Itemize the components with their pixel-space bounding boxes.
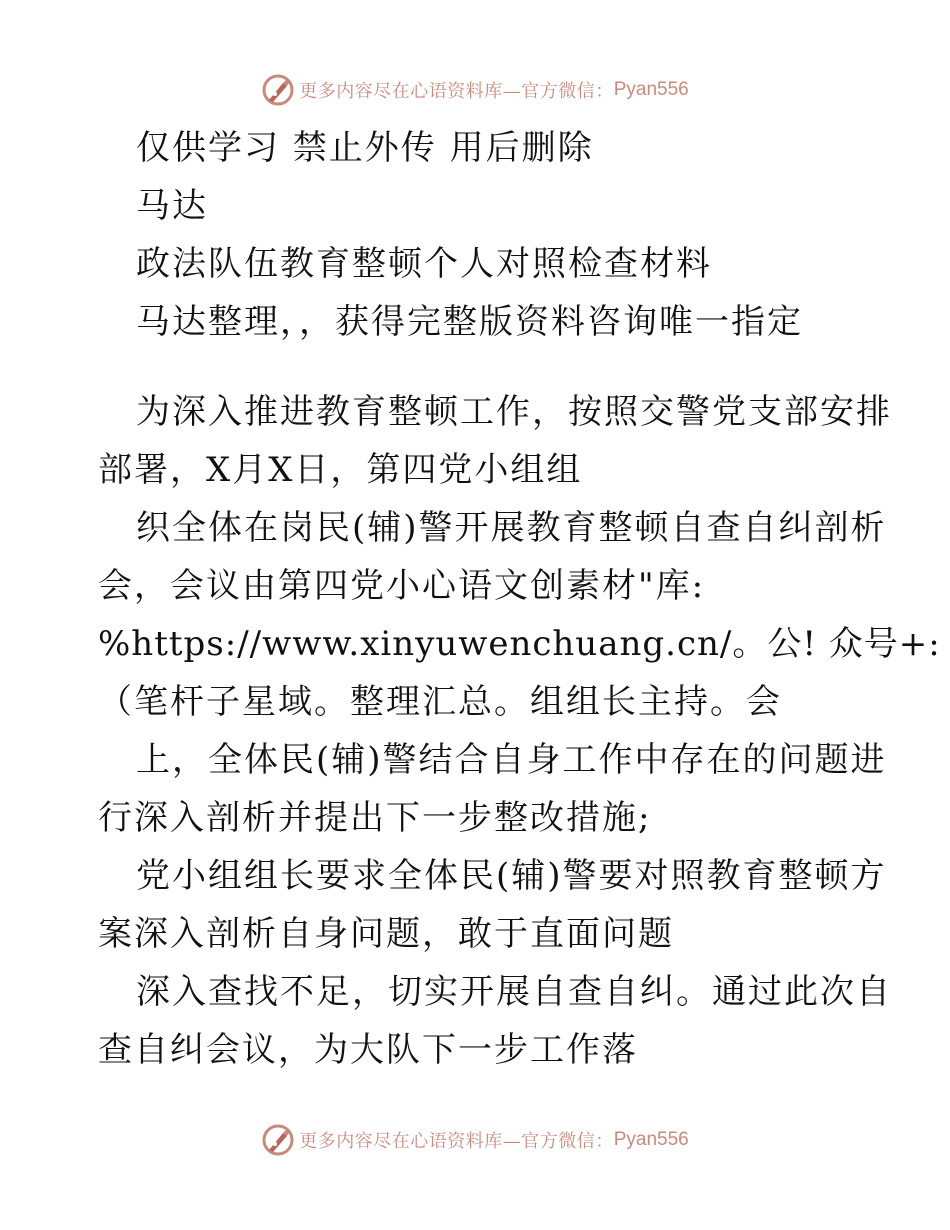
watermark-text: 更多内容尽在心语资料库—官方微信：	[299, 1131, 614, 1152]
body-line: 行深入剖析并提出下一步整改措施;	[98, 798, 652, 838]
body-line: 部署，X月X日，第四党小组组	[98, 450, 583, 490]
watermark-banner-bottom	[0, 1120, 950, 1160]
document-title: 政法队伍教育整顿个人对照检查材料	[136, 244, 712, 284]
body-line: 织全体在岗民(辅)警开展教育整顿自查自纠剖析	[136, 508, 887, 548]
body-line-url: %https://www.xinyuwenchuang.cn/。公! 众号+:	[98, 624, 941, 664]
body-line: 深入查找不足，切实开展自查自纠。通过此次自	[136, 972, 892, 1012]
author-name: 马达	[136, 186, 208, 226]
quill-logo-icon	[261, 1123, 295, 1157]
body-line: 为深入推进教育整顿工作，按照交警党支部安排	[136, 392, 892, 432]
watermark-banner-top	[0, 70, 950, 110]
quill-logo-icon	[261, 73, 295, 107]
watermark-id: Pyan556	[613, 1129, 689, 1150]
body-line: 查自纠会议，为大队下一步工作落	[98, 1030, 638, 1070]
body-line: （笔杆子星域。整理汇总。组组长主持。会	[98, 682, 782, 722]
watermark-text: 更多内容尽在心语资料库—官方微信：	[299, 81, 614, 102]
compiler-note: 马达整理，，获得完整版资料咨询唯一指定	[136, 302, 803, 342]
body-line: 上，全体民(辅)警结合自身工作中存在的问题进	[136, 740, 887, 780]
body-line: 党小组组长要求全体民(辅)警要对照教育整顿方	[136, 856, 887, 896]
watermark-id: Pyan556	[613, 79, 689, 100]
restriction-note: 仅供学习 禁止外传 用后删除	[136, 128, 594, 168]
body-line: 会，会议由第四党小心语文创素材"库:	[98, 566, 706, 606]
body-line: 案深入剖析自身问题，敢于直面问题	[98, 914, 674, 954]
